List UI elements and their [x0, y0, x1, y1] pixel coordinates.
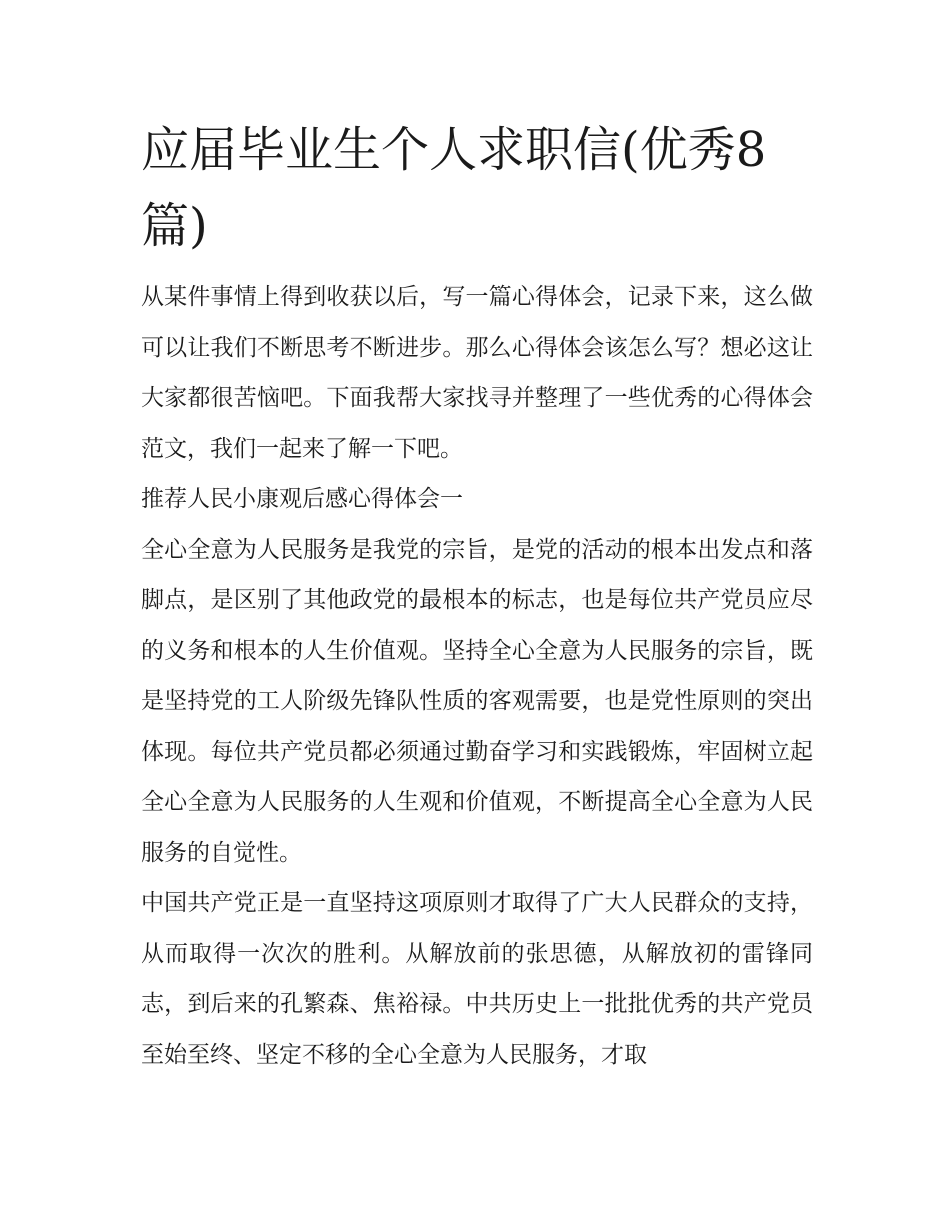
intro-paragraph: 从某件事情上得到收获以后，写一篇心得体会，记录下来，这么做可以让我们不断思考不断进步。那么心得体会该怎么写？想必这让大家都很苦恼吧。下面我帮大家找寻并整理了一些优秀的心得体会范文，我们一起来了解一下吧。: [141, 284, 813, 462]
document-title: 应届毕业生个人求职信(优秀8篇): [141, 122, 767, 254]
body-paragraph: 中国共产党正是一直坚持这项原则才取得了广大人民群众的支持，从而取得一次次的胜利。从解放前的张思德，从解放初的雷锋同志，到后来的孔繁森、焦裕禄。中共历史上一批批优秀的共产党员至始至终、坚定不移的全心全意为人民服务，才取: [141, 890, 813, 1068]
document-page: [141, 112, 813, 1080]
section-heading: 推荐人民小康观后感心得体会一: [141, 486, 463, 512]
body-paragraph: 全心全意为人民服务是我党的宗旨，是党的活动的根本出发点和落脚点，是区别了其他政党的最根本的标志，也是每位共产党员应尽的义务和根本的人生价值观。坚持全心全意为人民服务的宗旨，既是坚持党的工人阶级先锋队性质的客观需要，也是党性原则的突出体现。每位共产党员都必须通过勤奋学习和实践锻炼，牢固树立起全心全意为人民服务的人生观和价值观，不断提高全心全意为人民服务的自觉性。: [141, 536, 813, 866]
